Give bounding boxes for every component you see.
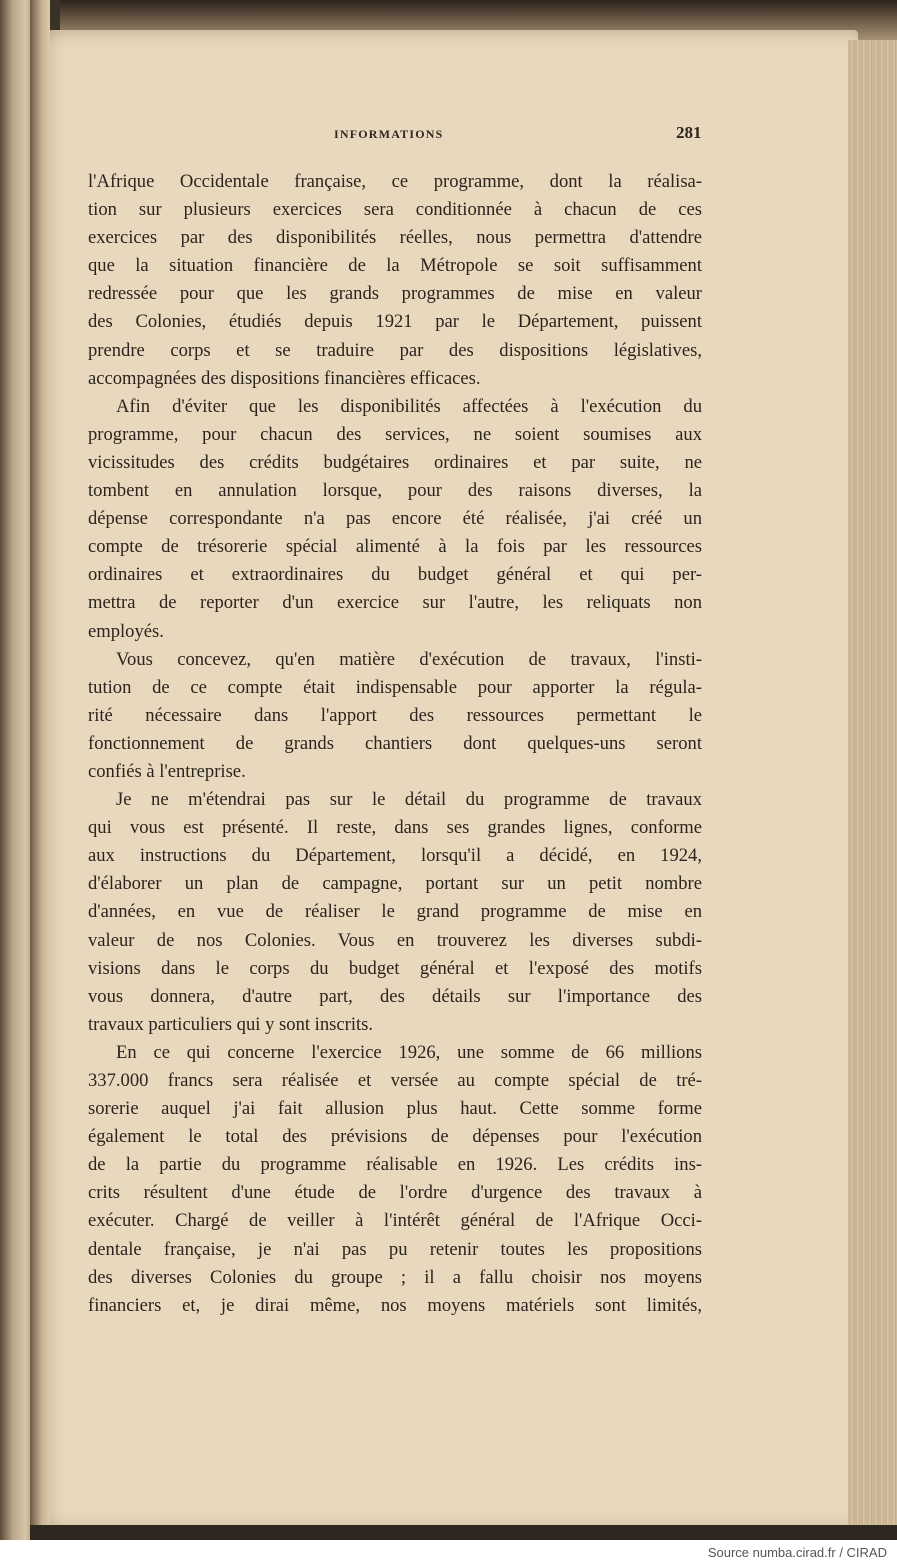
page-header <box>0 123 897 147</box>
text-line: dépense correspondante n'a pas encore été réalisée, j'ai créé un <box>88 508 702 530</box>
text-line: 337.000 francs sera réalisée et versée au compte spécial de tré- <box>88 1070 702 1091</box>
text-line: Vous concevez, qu'en matière d'exécution de travaux, l'insti- <box>116 648 702 670</box>
text-line: d'élaborer un plan de campagne, portant sur un petit nombre <box>88 873 702 895</box>
text-line: accompagnées des dispositions financières efficaces. <box>88 367 481 389</box>
text-line: que la situation financière de la Métropole se soit suffisamment <box>88 255 702 277</box>
text-line: tion sur plusieurs exercices sera conditionnée à chacun de ces <box>88 199 702 221</box>
text-line: prendre corps et se traduire par des dispositions législatives, <box>88 339 702 361</box>
text-line: crits résultent d'une étude de l'ordre d'urgence des travaux à <box>88 1182 702 1204</box>
text-line: d'années, en vue de réaliser le grand programme de mise en <box>88 901 702 923</box>
text-line: Je ne m'étendrai pas sur le détail du programme de travaux <box>116 789 702 811</box>
text-line: ordinaires et extraordinaires du budget général et qui per- <box>88 564 702 586</box>
text-line: dentale française, je n'ai pas pu retenir toutes les propositions <box>88 1238 702 1260</box>
text-line: Afin d'éviter que les disponibilités affectées à l'exécution du <box>116 395 702 417</box>
text-line: confiés à l'entreprise. <box>88 760 246 782</box>
text-line: mettra de reporter d'un exercice sur l'autre, les reliquats non <box>88 592 702 614</box>
text-line: également le total des prévisions de dépenses pour l'exécution <box>88 1126 702 1148</box>
text-line: sorerie auquel j'ai fait allusion plus haut. Cette somme forme <box>88 1098 702 1120</box>
text-line: des Colonies, étudiés depuis 1921 par le Département, puissent <box>88 311 702 333</box>
text-line: exécuter. Chargé de veiller à l'intérêt général de l'Afrique Occi- <box>88 1210 702 1232</box>
text-line: tution de ce compte était indispensable pour apporter la régula- <box>88 676 702 698</box>
book-gutter <box>30 0 50 1540</box>
text-line: programme, pour chacun des services, ne soient soumises aux <box>88 423 702 445</box>
text-line: compte de trésorerie spécial alimenté à la fois par les ressources <box>88 536 702 558</box>
page-fore-edge <box>848 40 897 1530</box>
running-head: INFORMATIONS <box>334 127 444 141</box>
source-credit: Source numba.cirad.fr / CIRAD <box>707 1545 887 1560</box>
text-line: visions dans le corps du budget général et l'exposé des motifs <box>88 957 702 979</box>
text-line: rité nécessaire dans l'apport des ressources permettant le <box>88 704 702 726</box>
text-line: fonctionnement de grands chantiers dont quelques-uns seront <box>88 732 702 754</box>
text-line: exercices par des disponibilités réelles, nous permettra d'attendre <box>88 227 702 249</box>
text-line: financiers et, je dirai même, nos moyens matériels sont limités, <box>88 1294 702 1316</box>
text-line: redressée pour que les grands programmes de mise en valeur <box>88 283 702 305</box>
text-line: vous donnera, d'autre part, des détails sur l'importance des <box>88 985 702 1007</box>
text-line: aux instructions du Département, lorsqu'il a décidé, en 1924, <box>88 845 702 867</box>
text-line: tombent en annulation lorsque, pour des raisons diverses, la <box>88 480 702 502</box>
bottom-shadow <box>30 1525 897 1540</box>
text-line: En ce qui concerne l'exercice 1926, une somme de 66 millions <box>116 1041 702 1063</box>
text-line: de la partie du programme réalisable en 1926. Les crédits ins- <box>88 1154 702 1176</box>
text-line: des diverses Colonies du groupe ; il a fallu choisir nos moyens <box>88 1266 702 1288</box>
text-line: valeur de nos Colonies. Vous en trouverez les diverses subdi- <box>88 929 702 951</box>
body-text <box>88 168 702 1320</box>
page-number: 281 <box>676 123 702 142</box>
text-line: employés. <box>88 620 164 642</box>
text-line: vicissitudes des crédits budgétaires ordinaires et par suite, ne <box>88 451 702 473</box>
text-line: l'Afrique Occidentale française, ce programme, dont la réalisa- <box>88 171 702 192</box>
text-line: qui vous est présenté. Il reste, dans ses grandes lignes, conforme <box>88 817 702 839</box>
text-line: travaux particuliers qui y sont inscrits. <box>88 1013 374 1035</box>
